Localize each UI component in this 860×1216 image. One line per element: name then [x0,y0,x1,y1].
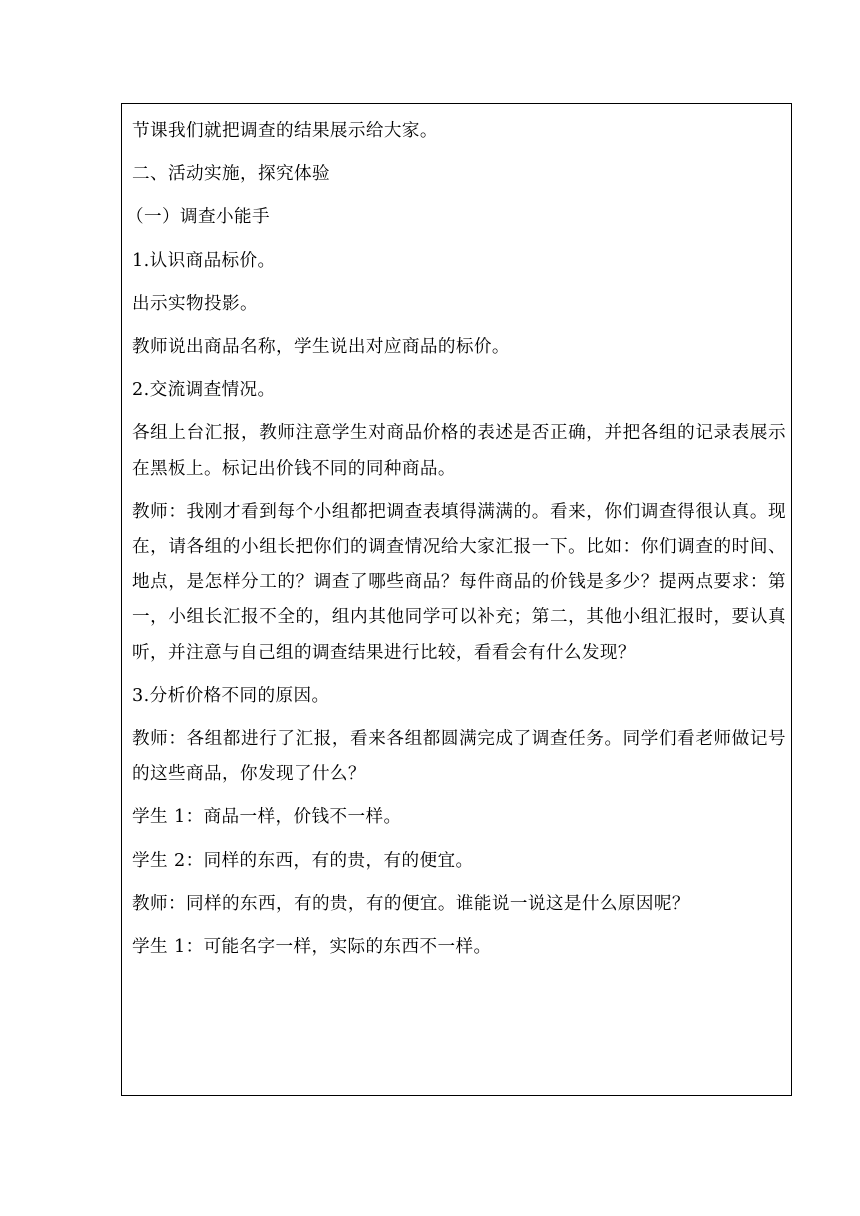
paragraph-teacher-followup: 教师：同样的东西，有的贵，有的便宜。谁能说一说这是什么原因呢？ [132,893,690,914]
paragraph-teacher-names: 教师说出商品名称，学生说出对应商品的标价。 [132,337,510,358]
paragraph-student-2-answer: 学生 2：同样的东西，有的贵，有的便宜。 [132,850,474,871]
step-heading-3: 3.分析价格不同的原因。 [132,685,330,706]
paragraph-student-1-answer: 学生 1：商品一样，价钱不一样。 [132,807,402,828]
subsection-heading-survey: （一）调查小能手 [126,207,270,228]
step-heading-1: 1.认识商品标价。 [132,250,276,271]
paragraph-teacher-question: 教师：各组都进行了汇报，看来各组都圆满完成了调查任务。同学们看老师做记号的这些商品，你发现了什么？ [132,729,786,785]
step-heading-2: 2.交流调查情况。 [132,380,276,401]
paragraph-teacher-request: 教师：我刚才看到每个小组都把调查表填得满满的。看来，你们调查得很认真。现在，请各组的小组长把你们的调查情况给大家汇报一下。比如：你们调查的时间、地点，是怎样分工的？调查了哪些商品？每件商品的价钱是多少？提两点要求：第一，小组长汇报不全的，组内其他同学可以补充；第二，其他小组汇报时，要认真听，并注意与自己组的调查结果进行比较，看看会有什么发现？ [132,501,786,663]
section-heading-activity: 二、活动实施，探究体验 [132,164,330,185]
paragraph-intro-end: 节课我们就把调查的结果展示给大家。 [132,121,438,141]
lesson-table-cell [121,103,792,1096]
paragraph-projection: 出示实物投影。 [132,293,258,314]
paragraph-student-1-reason: 学生 1：可能名字一样，实际的东西不一样。 [132,937,492,958]
lesson-content [126,114,786,973]
paragraph-group-report: 各组上台汇报，教师注意学生对商品价格的表述是否正确，并把各组的记录表展示在黑板上。标记出价钱不同的同种商品。 [132,423,786,479]
